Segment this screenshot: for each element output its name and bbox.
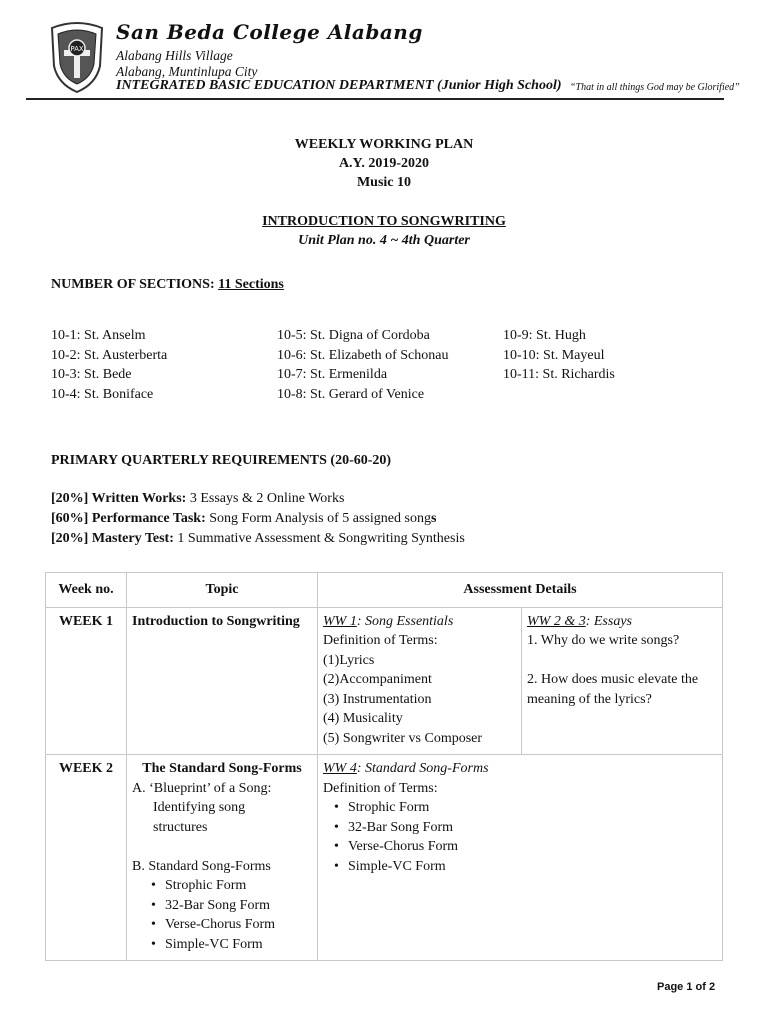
table-row <box>46 755 723 961</box>
sections-heading <box>51 277 284 293</box>
unit-title: INTRODUCTION TO SONGWRITING <box>262 214 506 229</box>
header-week: Week no. <box>46 573 127 608</box>
header-topic: Topic <box>127 573 318 608</box>
college-seal-icon <box>46 18 108 94</box>
unit-plan: Unit Plan no. 4 ~ 4th Quarter <box>298 233 470 248</box>
header-divider <box>26 98 724 100</box>
ww1-line: (4) Musicality <box>323 711 403 726</box>
week-2-topic: The Standard Song-Forms <box>142 761 302 776</box>
table-row <box>46 607 723 755</box>
ww23-code: WW 2 & 3 <box>527 613 586 629</box>
school-motto: “That in all things God may be Glorified” <box>570 82 740 93</box>
requirements-heading: PRIMARY QUARTERLY REQUIREMENTS (20-60-20) <box>51 453 392 468</box>
ww1-code: WW 1 <box>323 613 357 629</box>
sections-count: 11 Sections <box>218 277 284 292</box>
sections-column-3 <box>503 326 615 385</box>
ww1-line: (2)Accompaniment <box>323 672 432 687</box>
ww1-line: (1)Lyrics <box>323 652 375 668</box>
document-header <box>44 14 740 100</box>
list-item: • Strophic Form <box>348 798 717 818</box>
plan-title: WEEKLY WORKING PLAN <box>294 137 474 152</box>
weekly-plan-table <box>45 572 723 961</box>
section-item: 10-9: St. Hugh <box>503 328 586 343</box>
sections-label: NUMBER OF SECTIONS: <box>51 277 219 292</box>
section-item: 10-11: St. Richardis <box>503 367 615 383</box>
list-item: • Simple-VC Form <box>165 935 312 955</box>
topic-a-sub: Identifying song <box>153 800 246 815</box>
ww4-heading <box>323 759 717 779</box>
song-forms-list <box>132 876 312 954</box>
department-name: INTEGRATED BASIC EDUCATION DEPARTMENT (Junior High School) <box>116 78 562 93</box>
requirement-label: [20%] Written Works: <box>51 491 187 506</box>
week-1-label: WEEK 1 <box>46 607 127 755</box>
table-header-row <box>46 573 723 608</box>
list-item: • Verse-Chorus Form <box>165 915 312 935</box>
requirement-text: Song Form Analysis of 5 assigned song <box>205 511 431 526</box>
requirement-label: [60%] Performance Task: <box>51 511 206 526</box>
list-item: • Verse-Chorus Form <box>348 837 717 857</box>
section-item: 10-6: St. Elizabeth of Schonau <box>277 347 449 363</box>
ww23-question-2: 2. How does music elevate the meaning of the lyrics? <box>527 672 699 707</box>
ww1-title: : Song Essentials <box>356 613 454 629</box>
ww23-title: : Essays <box>585 613 632 629</box>
ww1-heading <box>323 612 516 632</box>
section-item: 10-1: St. Anselm <box>51 328 146 343</box>
section-item: 10-10: St. Mayeul <box>503 347 605 363</box>
week-1-topic: Introduction to Songwriting <box>127 607 318 755</box>
spacer <box>527 651 717 671</box>
requirement-written-works <box>51 491 344 507</box>
academic-year: A.Y. 2019-2020 <box>338 156 430 171</box>
requirement-mastery-test <box>51 531 465 547</box>
ww4-code: WW 4 <box>323 761 357 776</box>
ww23-question-1: 1. Why do we write songs? <box>527 633 680 648</box>
section-item: 10-8: St. Gerard of Venice <box>277 386 425 402</box>
ww1-line: Definition of Terms: <box>323 633 438 648</box>
week-2-label: WEEK 2 <box>46 755 127 961</box>
list-item: • 32-Bar Song Form <box>165 896 312 916</box>
ww4-title: : Standard Song-Forms <box>356 761 489 776</box>
ww4-list <box>323 798 717 876</box>
section-item: 10-3: St. Bede <box>51 367 132 383</box>
ww1-line: (3) Instrumentation <box>323 691 432 707</box>
requirement-text-tail: s <box>430 511 437 526</box>
topic-b-line: B. Standard Song-Forms <box>132 858 271 874</box>
ww23-heading <box>527 612 717 632</box>
week-2-topic-cell <box>127 755 318 961</box>
sections-column-1 <box>51 326 167 404</box>
week-1-ww1 <box>318 607 522 755</box>
section-item: 10-2: St. Austerberta <box>51 347 168 363</box>
list-item: • Strophic Form <box>165 876 312 896</box>
topic-a-line: A. ‘Blueprint’ of a Song: <box>132 780 272 796</box>
list-item: • Simple-VC Form <box>348 857 717 877</box>
list-item: • 32-Bar Song Form <box>348 818 717 838</box>
week-2-ww4 <box>318 755 723 961</box>
section-item: 10-4: St. Boniface <box>51 386 154 402</box>
ww1-line: (5) Songwriter vs Composer <box>323 730 483 746</box>
header-assessment: Assessment Details <box>318 573 723 608</box>
ww4-definition: Definition of Terms: <box>323 780 438 796</box>
topic-a-sub: structures <box>153 819 208 835</box>
subject: Music 10 <box>356 175 412 190</box>
seal-text: PAX <box>70 45 84 53</box>
section-item: 10-5: St. Digna of Cordoba <box>277 328 430 343</box>
week-1-ww23 <box>522 607 723 755</box>
requirement-text: 3 Essays & 2 Online Works <box>186 491 345 506</box>
page-number: Page 1 of 2 <box>657 981 716 993</box>
spacer <box>132 837 312 857</box>
address-line-1: Alabang Hills Village <box>116 48 233 63</box>
requirement-text: 1 Summative Assessment & Songwriting Synthesis <box>173 531 465 546</box>
sections-column-2 <box>277 326 448 404</box>
address-line-2: Alabang, Muntinlupa City <box>116 64 258 79</box>
requirement-label: [20%] Mastery Test: <box>51 531 174 546</box>
section-item: 10-7: St. Ermenilda <box>277 367 388 383</box>
requirement-performance-task <box>51 511 436 527</box>
college-name: San Beda College Alabang <box>116 20 423 44</box>
